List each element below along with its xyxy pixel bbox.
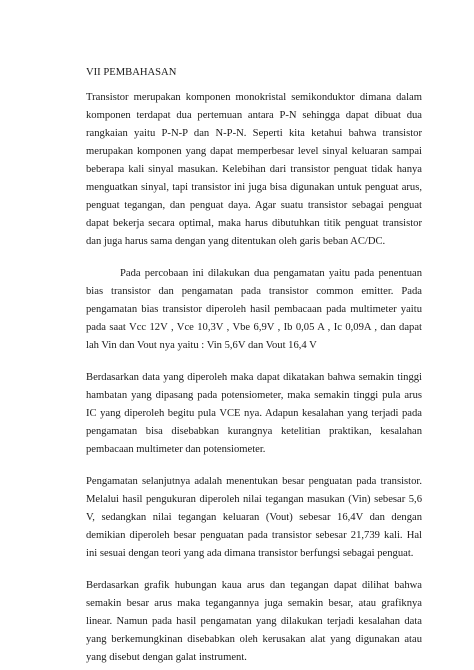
paragraph-gain-analysis: Pengamatan selanjutnya adalah menentukan besar penguatan pada transistor. Melalui hasil pengukuran diperoleh nilai tegangan masukan (Vin) sebesar 5,6 V, sedangkan nilai tegangan keluaran (Vout) sebesar 16,4V dan dengan demikian diperoleh besar penguatan pada transistor sebesar 21,739 kali. Hal ini sesuai dengan teori yang ada dimana transistor berfungsi sebagai penguat.: [86, 476, 422, 559]
paragraph-potentiometer-analysis: Berdasarkan data yang diperoleh maka dapat dikatakan bahwa semakin tinggi hambatan yang dipasang pada potensiometer, maka semakin tinggi pula arus IC yang diperoleh begitu pula VCE nya. Adapun kesalahan yang terjadi pada pengamatan bisa disebabkan kurangnya ketelitian praktikan, kesalahan pembacaan multimeter dan potensiometer.: [86, 372, 422, 455]
paragraph-observation-bias: Pada percobaan ini dilakukan dua pengamatan yaitu pada penentuan bias transistor dan pengamatan pada transistor common emitter. Pada pengamatan bias transistor diperoleh hasil pembacaan pada multimeter yaitu pada saat Vcc 12V , Vce 10,3V , Vbe 6,9V , Ib 0,05 A , Ic 0,09A , dan dapat lah Vin dan Vout nya yaitu : Vin 5,6V dan Vout 16,4 V: [86, 268, 422, 351]
section-title: VII PEMBAHASAN: [86, 67, 177, 78]
paragraph-graph-analysis: Berdasarkan grafik hubungan kaua arus dan tegangan dapat dilihat bahwa semakin besar arus maka tegangannya juga semakin besar, atau grafiknya linear. Namun pada hasil pengamatan yang dilakukan terjadi kesalahan data yang berkemungkinan disebabkan oleh kerusakan alat yang digunakan atau yang disebut dengan galat instrument.: [86, 580, 422, 663]
paragraph-transistor-intro: Transistor merupakan komponen monokristal semikonduktor dimana dalam komponen terdapat dua pertemuan antara P-N sehingga dapat dibuat dua rangkaian yaitu P-N-P dan N-P-N. Seperti kita ketahui bahwa transistor merupakan komponen yang dapat memperbesar level sinyal keluaran sampai beberapa kali sinyal masukan. Kelebihan dari transistor penguat tidak hanya menguatkan sinyal, tapi transistor ini juga bisa digunakan untuk penguat arus, penguat tegangan, dan penguat daya. Agar suatu transistor sebagai penguat dapat bekerja secara optimal, maka harus dibutuhkan titik penguat transistor dan juga harus sama dengan yang ditentukan oleh garis beban AC/DC.: [86, 92, 422, 247]
